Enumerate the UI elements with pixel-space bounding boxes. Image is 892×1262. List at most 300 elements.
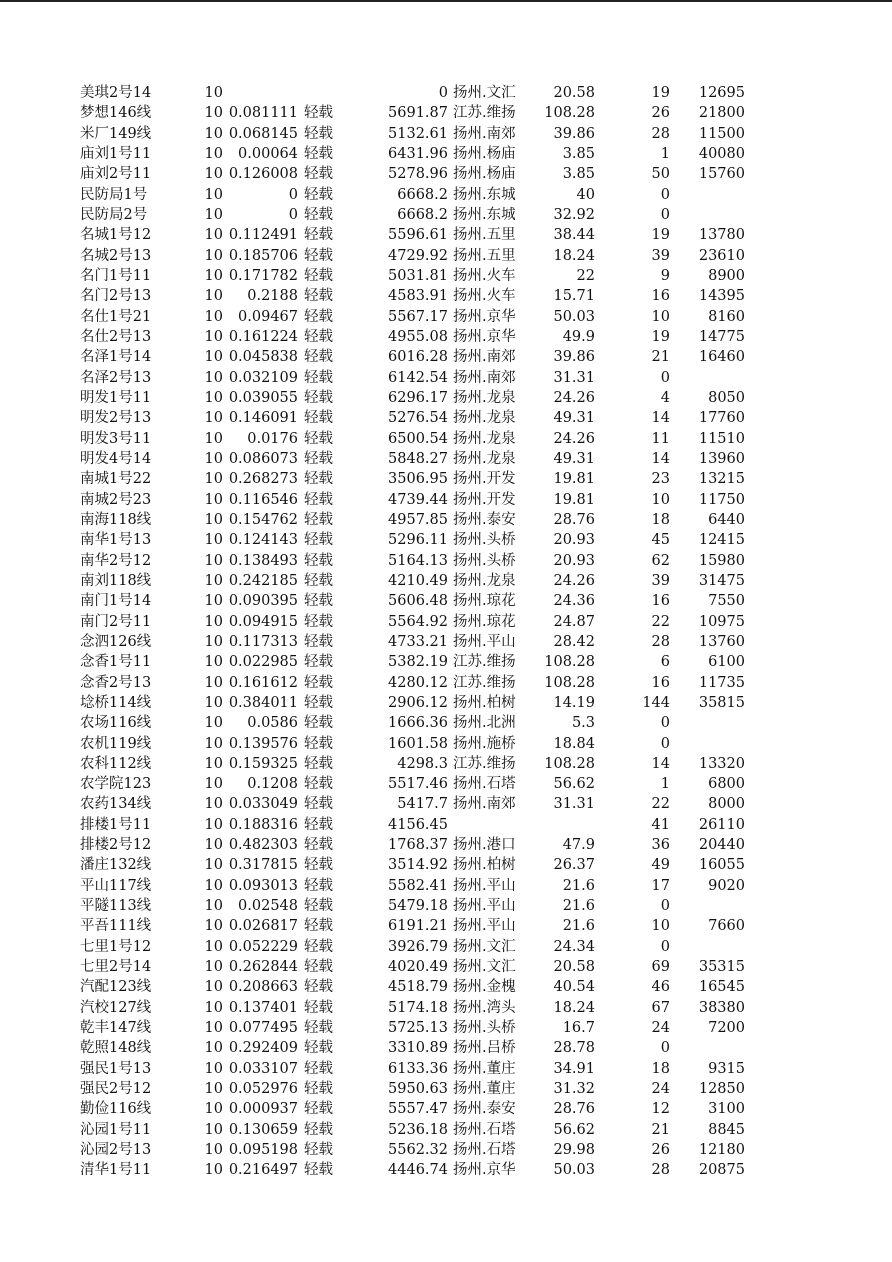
voltage-cell: 10 [204, 328, 223, 345]
voltage-cell: 10 [204, 105, 223, 122]
voltage-cell: 10 [204, 1060, 223, 1077]
substation-cell: 扬州.开发 [453, 491, 516, 508]
table-row [0, 1120, 892, 1140]
transformer-count-cell: 0 [660, 898, 670, 915]
length-cell: 40 [576, 186, 595, 203]
line-name-cell: 念香1号11 [80, 654, 152, 671]
length-cell: 108.28 [544, 654, 595, 671]
length-cell: 39.86 [553, 125, 595, 142]
transformer-count-cell: 22 [651, 796, 670, 813]
voltage-cell: 10 [204, 308, 223, 325]
remaining-capacity-cell: 5557.47 [388, 1101, 448, 1118]
line-name-cell: 名城1号12 [80, 227, 152, 244]
remaining-capacity-cell: 4729.92 [388, 247, 448, 264]
voltage-cell: 10 [204, 166, 223, 183]
load-ratio-cell: 0.032109 [228, 369, 298, 386]
table-row [0, 103, 892, 123]
load-ratio-cell: 0.262844 [228, 959, 298, 976]
voltage-cell: 10 [204, 227, 223, 244]
substation-cell: 江苏.维扬 [453, 105, 516, 122]
capacity-kva-cell: 13320 [698, 755, 745, 772]
substation-cell: 扬州.龙泉 [453, 450, 516, 467]
transformer-count-cell: 62 [651, 552, 670, 569]
substation-cell: 扬州.石塔 [453, 1142, 516, 1159]
substation-cell: 扬州.京华 [453, 328, 516, 345]
capacity-kva-cell: 35815 [698, 694, 745, 711]
line-name-cell: 平山117线 [80, 877, 152, 894]
substation-cell: 扬州.京华 [453, 308, 516, 325]
remaining-capacity-cell: 4280.12 [388, 674, 448, 691]
load-status-cell: 轻载 [304, 166, 333, 183]
transformer-count-cell: 50 [651, 166, 670, 183]
voltage-cell: 10 [204, 491, 223, 508]
voltage-cell: 10 [204, 694, 223, 711]
line-name-cell: 南门1号14 [80, 593, 152, 610]
voltage-cell: 10 [204, 633, 223, 650]
substation-cell: 扬州.石塔 [453, 776, 516, 793]
table-row [0, 1038, 892, 1058]
length-cell: 18.84 [553, 735, 595, 752]
remaining-capacity-cell: 5164.13 [388, 552, 448, 569]
load-ratio-cell: 0.116546 [228, 491, 298, 508]
load-status-cell: 轻载 [304, 369, 333, 386]
substation-cell: 扬州.五里 [453, 227, 516, 244]
substation-cell: 扬州.石塔 [453, 1121, 516, 1138]
transformer-count-cell: 28 [651, 633, 670, 650]
length-cell: 108.28 [544, 105, 595, 122]
load-status-cell: 轻载 [304, 938, 333, 955]
line-name-cell: 民防局1号 [80, 186, 148, 203]
table-row [0, 307, 892, 327]
table-row [0, 998, 892, 1018]
table-row [0, 429, 892, 449]
table-row [0, 530, 892, 550]
table-row [0, 591, 892, 611]
table-row [0, 835, 892, 855]
table-row [0, 205, 892, 225]
table-row [0, 957, 892, 977]
substation-cell: 江苏.维扬 [453, 654, 516, 671]
line-name-cell: 潘庄132线 [80, 857, 152, 874]
transformer-count-cell: 19 [651, 85, 670, 101]
transformer-count-cell: 6 [660, 654, 670, 671]
line-name-cell: 南门2号11 [80, 613, 152, 630]
table-row [0, 124, 892, 144]
table-row [0, 977, 892, 997]
line-name-cell: 民防局2号 [80, 206, 148, 223]
voltage-cell: 10 [204, 511, 223, 528]
table-row [0, 246, 892, 266]
capacity-kva-cell: 14775 [698, 328, 745, 345]
length-cell: 22 [576, 267, 595, 284]
table-row [0, 1160, 892, 1180]
line-name-cell: 沁园2号13 [80, 1142, 152, 1159]
load-status-cell: 轻载 [304, 471, 333, 488]
table-row [0, 1079, 892, 1099]
table-row [0, 225, 892, 245]
line-name-cell: 农科112线 [80, 755, 152, 772]
length-cell: 29.98 [553, 1142, 595, 1159]
length-cell: 24.26 [553, 430, 595, 447]
table-row [0, 1099, 892, 1119]
capacity-kva-cell: 9020 [708, 877, 745, 894]
length-cell: 28.78 [553, 1040, 595, 1057]
remaining-capacity-cell: 3926.79 [388, 938, 448, 955]
substation-cell: 扬州.龙泉 [453, 430, 516, 447]
line-name-cell: 乾丰147线 [80, 1020, 152, 1037]
line-name-cell: 南华1号13 [80, 532, 152, 549]
capacity-kva-cell: 10975 [698, 613, 745, 630]
substation-cell: 扬州.南郊 [453, 796, 516, 813]
length-cell: 21.6 [562, 877, 595, 894]
voltage-cell: 10 [204, 85, 223, 101]
table-row [0, 1059, 892, 1079]
length-cell: 21.6 [562, 918, 595, 935]
table-row [0, 551, 892, 571]
remaining-capacity-cell: 6191.21 [388, 918, 448, 935]
load-status-cell: 轻载 [304, 837, 333, 854]
transformer-count-cell: 0 [660, 206, 670, 223]
capacity-kva-cell: 26110 [698, 816, 745, 833]
table-row [0, 469, 892, 489]
load-ratio-cell: 0.068145 [228, 125, 298, 142]
line-name-cell: 排楼2号12 [80, 837, 152, 854]
length-cell: 50.03 [553, 1162, 595, 1179]
capacity-kva-cell: 40080 [698, 145, 745, 162]
load-ratio-cell: 0.188316 [228, 816, 298, 833]
capacity-kva-cell: 11750 [698, 491, 745, 508]
voltage-cell: 10 [204, 959, 223, 976]
table-row [0, 734, 892, 754]
load-status-cell: 轻载 [304, 145, 333, 162]
remaining-capacity-cell: 6296.17 [388, 389, 448, 406]
voltage-cell: 10 [204, 532, 223, 549]
length-cell: 26.37 [553, 857, 595, 874]
load-ratio-cell: 0.0176 [247, 430, 298, 447]
load-ratio-cell: 0 [288, 206, 298, 223]
line-name-cell: 南城2号23 [80, 491, 152, 508]
load-status-cell: 轻载 [304, 430, 333, 447]
load-ratio-cell: 0.081111 [228, 105, 298, 122]
load-ratio-cell: 0.086073 [228, 450, 298, 467]
remaining-capacity-cell: 5382.19 [388, 654, 448, 671]
load-status-cell: 轻载 [304, 206, 333, 223]
load-status-cell: 轻载 [304, 389, 333, 406]
transformer-count-cell: 28 [651, 125, 670, 142]
remaining-capacity-cell: 4583.91 [388, 288, 448, 305]
load-ratio-cell: 0.000937 [228, 1101, 298, 1118]
capacity-kva-cell: 13960 [698, 450, 745, 467]
voltage-cell: 10 [204, 999, 223, 1016]
load-ratio-cell: 0.146091 [228, 410, 298, 427]
substation-cell: 扬州.董庄 [453, 1081, 516, 1098]
load-ratio-cell: 0.022985 [228, 654, 298, 671]
remaining-capacity-cell: 4020.49 [388, 959, 448, 976]
table-row [0, 612, 892, 632]
voltage-cell: 10 [204, 145, 223, 162]
capacity-kva-cell: 13215 [698, 471, 745, 488]
length-cell: 108.28 [544, 674, 595, 691]
line-name-cell: 名仕1号21 [80, 308, 152, 325]
length-cell: 3.85 [562, 145, 595, 162]
line-name-cell: 平吾111线 [80, 918, 152, 935]
load-status-cell: 轻载 [304, 308, 333, 325]
load-status-cell: 轻载 [304, 227, 333, 244]
remaining-capacity-cell: 4739.44 [388, 491, 448, 508]
capacity-kva-cell: 12180 [698, 1142, 745, 1159]
transformer-count-cell: 17 [651, 877, 670, 894]
remaining-capacity-cell: 5278.96 [388, 166, 448, 183]
top-border [0, 0, 892, 2]
load-status-cell: 轻载 [304, 918, 333, 935]
substation-cell: 扬州.泰安 [453, 511, 516, 528]
load-status-cell: 轻载 [304, 898, 333, 915]
length-cell: 24.36 [553, 593, 595, 610]
load-ratio-cell: 0.033107 [228, 1060, 298, 1077]
remaining-capacity-cell: 1768.37 [388, 837, 448, 854]
transformer-count-cell: 18 [651, 511, 670, 528]
load-ratio-cell: 0.130659 [228, 1121, 298, 1138]
substation-cell: 扬州.柏树 [453, 857, 516, 874]
load-ratio-cell: 0.095198 [228, 1142, 298, 1159]
substation-cell: 扬州.平山 [453, 898, 516, 915]
load-ratio-cell: 0.052976 [228, 1081, 298, 1098]
voltage-cell: 10 [204, 593, 223, 610]
load-status-cell: 轻载 [304, 572, 333, 589]
remaining-capacity-cell: 6431.96 [388, 145, 448, 162]
load-status-cell: 轻载 [304, 491, 333, 508]
capacity-kva-cell: 11735 [698, 674, 745, 691]
load-ratio-cell: 0.090395 [228, 593, 298, 610]
substation-cell: 扬州.火车 [453, 267, 516, 284]
load-status-cell: 轻载 [304, 267, 333, 284]
line-name-cell: 米厂149线 [80, 125, 152, 142]
transformer-count-cell: 24 [651, 1081, 670, 1098]
transformer-count-cell: 21 [651, 1121, 670, 1138]
table-row [0, 673, 892, 693]
line-name-cell: 强民2号12 [80, 1081, 152, 1098]
voltage-cell: 10 [204, 552, 223, 569]
capacity-kva-cell: 8050 [708, 389, 745, 406]
length-cell: 40.54 [553, 979, 595, 996]
line-name-cell: 明发1号11 [80, 389, 152, 406]
capacity-kva-cell: 13780 [698, 227, 745, 244]
length-cell: 18.24 [553, 247, 595, 264]
table-row [0, 347, 892, 367]
remaining-capacity-cell: 5517.46 [388, 776, 448, 793]
table-row [0, 408, 892, 428]
substation-cell: 扬州.平山 [453, 877, 516, 894]
capacity-kva-cell: 6100 [708, 654, 745, 671]
line-name-cell: 七里2号14 [80, 959, 152, 976]
line-name-cell: 勤俭116线 [80, 1101, 152, 1118]
load-ratio-cell: 0.052229 [228, 938, 298, 955]
remaining-capacity-cell: 4298.3 [397, 755, 448, 772]
remaining-capacity-cell: 6133.36 [388, 1060, 448, 1077]
line-name-cell: 明发2号13 [80, 410, 152, 427]
load-ratio-cell: 0.094915 [228, 613, 298, 630]
load-status-cell: 轻载 [304, 979, 333, 996]
substation-cell: 扬州.龙泉 [453, 410, 516, 427]
load-status-cell: 轻载 [304, 776, 333, 793]
substation-cell: 扬州.龙泉 [453, 389, 516, 406]
voltage-cell: 10 [204, 877, 223, 894]
transformer-count-cell: 14 [651, 410, 670, 427]
line-name-cell: 念香2号13 [80, 674, 152, 691]
remaining-capacity-cell: 5276.54 [388, 410, 448, 427]
length-cell: 47.9 [562, 837, 595, 854]
line-name-cell: 清华1号11 [80, 1162, 152, 1179]
table-row [0, 916, 892, 936]
load-status-cell: 轻载 [304, 1020, 333, 1037]
load-status-cell: 轻载 [304, 288, 333, 305]
load-status-cell: 轻载 [304, 694, 333, 711]
remaining-capacity-cell: 5564.92 [388, 613, 448, 630]
length-cell: 14.19 [553, 694, 595, 711]
remaining-capacity-cell: 5479.18 [388, 898, 448, 915]
substation-cell: 扬州.头桥 [453, 532, 516, 549]
load-status-cell: 轻载 [304, 755, 333, 772]
table-row [0, 937, 892, 957]
capacity-kva-cell: 8160 [708, 308, 745, 325]
remaining-capacity-cell: 4518.79 [388, 979, 448, 996]
table-row [0, 83, 892, 103]
transformer-count-cell: 0 [660, 715, 670, 732]
remaining-capacity-cell: 6500.54 [388, 430, 448, 447]
transformer-count-cell: 36 [651, 837, 670, 854]
remaining-capacity-cell: 5174.18 [388, 999, 448, 1016]
table-row [0, 713, 892, 733]
capacity-kva-cell: 8000 [708, 796, 745, 813]
voltage-cell: 10 [204, 572, 223, 589]
voltage-cell: 10 [204, 247, 223, 264]
table-row [0, 794, 892, 814]
capacity-kva-cell: 14395 [698, 288, 745, 305]
voltage-cell: 10 [204, 918, 223, 935]
capacity-kva-cell: 17760 [698, 410, 745, 427]
remaining-capacity-cell: 1666.36 [388, 715, 448, 732]
remaining-capacity-cell: 5691.87 [388, 105, 448, 122]
voltage-cell: 10 [204, 1081, 223, 1098]
line-name-cell: 沁园1号11 [80, 1121, 152, 1138]
load-status-cell: 轻载 [304, 105, 333, 122]
load-ratio-cell: 0.242185 [228, 572, 298, 589]
voltage-cell: 10 [204, 410, 223, 427]
line-name-cell: 明发3号11 [80, 430, 152, 447]
remaining-capacity-cell: 5567.17 [388, 308, 448, 325]
line-name-cell: 汽校127线 [80, 999, 152, 1016]
transformer-count-cell: 16 [651, 593, 670, 610]
remaining-capacity-cell: 1601.58 [388, 735, 448, 752]
substation-cell: 扬州.杨庙 [453, 166, 516, 183]
transformer-count-cell: 144 [642, 694, 670, 711]
load-ratio-cell: 0.039055 [228, 389, 298, 406]
table-row [0, 754, 892, 774]
transformer-count-cell: 0 [660, 735, 670, 752]
load-ratio-cell: 0.161224 [228, 328, 298, 345]
voltage-cell: 10 [204, 1040, 223, 1057]
load-ratio-cell: 0.216497 [228, 1162, 298, 1179]
substation-cell: 扬州.琼花 [453, 613, 516, 630]
voltage-cell: 10 [204, 430, 223, 447]
remaining-capacity-cell: 5582.41 [388, 877, 448, 894]
length-cell: 38.44 [553, 227, 595, 244]
transformer-count-cell: 26 [651, 105, 670, 122]
voltage-cell: 10 [204, 369, 223, 386]
capacity-kva-cell: 8845 [708, 1121, 745, 1138]
table-row [0, 164, 892, 184]
load-ratio-cell: 0.268273 [228, 471, 298, 488]
load-ratio-cell: 0.482303 [228, 837, 298, 854]
transformer-count-cell: 12 [651, 1101, 670, 1118]
capacity-kva-cell: 11510 [698, 430, 745, 447]
line-name-cell: 南海118线 [80, 511, 152, 528]
load-ratio-cell: 0 [288, 186, 298, 203]
capacity-kva-cell: 15760 [698, 166, 745, 183]
substation-cell: 江苏.维扬 [453, 674, 516, 691]
load-ratio-cell: 0.137401 [228, 999, 298, 1016]
load-status-cell: 轻载 [304, 1040, 333, 1057]
load-ratio-cell: 0.159325 [228, 755, 298, 772]
load-ratio-cell: 0.139576 [228, 735, 298, 752]
voltage-cell: 10 [204, 715, 223, 732]
length-cell: 24.26 [553, 572, 595, 589]
substation-cell: 扬州.南郊 [453, 369, 516, 386]
table-row [0, 490, 892, 510]
load-ratio-cell: 0.033049 [228, 796, 298, 813]
load-status-cell: 轻载 [304, 450, 333, 467]
remaining-capacity-cell: 0 [438, 85, 448, 101]
transformer-count-cell: 23 [651, 471, 670, 488]
length-cell: 31.31 [553, 369, 595, 386]
capacity-kva-cell: 20875 [698, 1162, 745, 1179]
remaining-capacity-cell: 3514.92 [388, 857, 448, 874]
remaining-capacity-cell: 4957.85 [388, 511, 448, 528]
transformer-count-cell: 14 [651, 450, 670, 467]
transformer-count-cell: 16 [651, 288, 670, 305]
transformer-count-cell: 39 [651, 247, 670, 264]
load-status-cell: 轻载 [304, 328, 333, 345]
load-status-cell: 轻载 [304, 1101, 333, 1118]
capacity-kva-cell: 6440 [708, 511, 745, 528]
voltage-cell: 10 [204, 288, 223, 305]
length-cell: 28.76 [553, 1101, 595, 1118]
transformer-count-cell: 0 [660, 369, 670, 386]
remaining-capacity-cell: 5725.13 [388, 1020, 448, 1037]
substation-cell: 扬州.董庄 [453, 1060, 516, 1077]
substation-cell: 扬州.龙泉 [453, 572, 516, 589]
line-name-cell: 名泽1号14 [80, 349, 152, 366]
transformer-count-cell: 21 [651, 349, 670, 366]
voltage-cell: 10 [204, 776, 223, 793]
capacity-kva-cell: 15980 [698, 552, 745, 569]
line-name-cell: 名门1号11 [80, 267, 152, 284]
load-status-cell: 轻载 [304, 877, 333, 894]
length-cell: 20.58 [553, 85, 595, 101]
length-cell: 50.03 [553, 308, 595, 325]
length-cell: 20.93 [553, 532, 595, 549]
substation-cell: 扬州.东城 [453, 206, 516, 223]
line-name-cell: 庙刘1号11 [80, 145, 152, 162]
remaining-capacity-cell: 5296.11 [388, 532, 448, 549]
transformer-count-cell: 45 [651, 532, 670, 549]
remaining-capacity-cell: 5132.61 [388, 125, 448, 142]
voltage-cell: 10 [204, 837, 223, 854]
table-row [0, 774, 892, 794]
line-name-cell: 名城2号13 [80, 247, 152, 264]
load-status-cell: 轻载 [304, 816, 333, 833]
line-name-cell: 埝桥114线 [80, 694, 152, 711]
